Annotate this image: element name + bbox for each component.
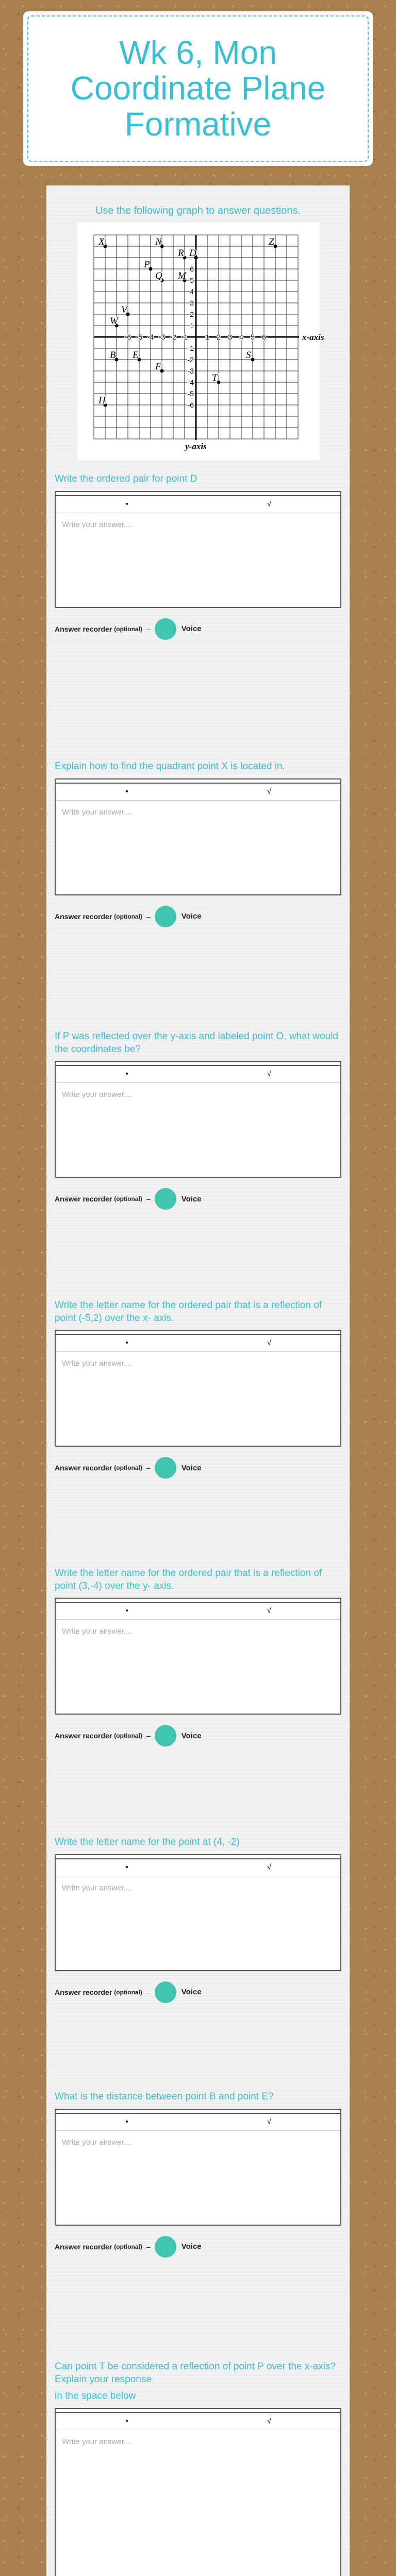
editor-toolbar bbox=[56, 2413, 340, 2430]
record-button[interactable] bbox=[155, 618, 176, 640]
question-4 bbox=[55, 1299, 341, 1479]
question-extra-text: in the space below bbox=[55, 2391, 136, 2402]
answer-recorder: Answer recorder (optional) – Voice bbox=[55, 1188, 341, 1210]
question-text: Write the letter name for the ordered pair that is a reflection of point (3,-4) over the y- axis. bbox=[55, 1568, 322, 1591]
point-label: D bbox=[189, 248, 196, 259]
y-tick-label: 4 bbox=[190, 287, 194, 296]
answer-input[interactable]: Write your answer.... bbox=[56, 513, 340, 607]
record-button[interactable] bbox=[155, 906, 176, 927]
answer-editor bbox=[55, 2408, 341, 2576]
header-border bbox=[27, 15, 369, 162]
answer-input[interactable]: Write your answer.... bbox=[56, 2430, 340, 2576]
answer-recorder: Answer recorder (optional) – Voice bbox=[55, 1725, 341, 1747]
editor-toolbar bbox=[56, 1335, 340, 1352]
answer-recorder: Answer recorder (optional) – Voice bbox=[55, 618, 341, 640]
point-label: P bbox=[144, 259, 150, 270]
point-label: X bbox=[98, 236, 105, 247]
instruction-text: Use the following graph to answer questions. bbox=[95, 205, 301, 216]
header-card bbox=[23, 11, 373, 166]
y-tick-label: -4 bbox=[187, 378, 194, 386]
point-label: H bbox=[98, 395, 106, 406]
answer-editor bbox=[55, 1854, 341, 1971]
sqrt-button[interactable]: √ bbox=[267, 1338, 272, 1348]
editor-toolbar bbox=[56, 1066, 340, 1083]
question-3 bbox=[55, 1030, 341, 1210]
y-tick-label: 3 bbox=[190, 299, 194, 307]
point-label: W bbox=[110, 316, 118, 327]
point-label: R bbox=[178, 248, 184, 259]
question-7 bbox=[55, 2091, 341, 2258]
x-tick-label: 2 bbox=[217, 333, 221, 341]
record-button[interactable] bbox=[155, 1457, 176, 1479]
point-label: Q bbox=[155, 270, 162, 281]
answer-editor bbox=[55, 1598, 341, 1715]
answer-editor bbox=[55, 778, 341, 895]
y-tick-label: -1 bbox=[187, 344, 194, 352]
y-tick-label: 6 bbox=[190, 265, 194, 273]
answer-recorder: Answer recorder (optional) – Voice bbox=[55, 1981, 341, 2003]
answer-input[interactable]: Write your answer.... bbox=[56, 1620, 340, 1714]
answer-input[interactable]: Write your answer.... bbox=[56, 1083, 340, 1177]
point-label: M bbox=[178, 270, 186, 281]
bullet-button[interactable]: • bbox=[125, 1338, 128, 1348]
y-tick-label: -3 bbox=[187, 367, 194, 375]
question-1 bbox=[55, 473, 341, 640]
editor-toolbar bbox=[56, 496, 340, 513]
bullet-button[interactable]: • bbox=[125, 1606, 128, 1616]
question-text: Write the letter name for the point at (4, -2) bbox=[55, 1837, 240, 1848]
editor-toolbar bbox=[56, 2114, 340, 2131]
y-tick-label: -5 bbox=[187, 389, 194, 398]
answer-editor bbox=[55, 491, 341, 608]
answer-input[interactable]: Write your answer.... bbox=[56, 2131, 340, 2225]
y-tick-label: -2 bbox=[187, 355, 194, 364]
page-title: Wk 6, Mon Coordinate Plane Formative bbox=[70, 34, 326, 143]
question-8 bbox=[55, 2361, 341, 2576]
bullet-button[interactable]: • bbox=[125, 787, 128, 796]
sqrt-button[interactable]: √ bbox=[267, 1862, 272, 1872]
y-tick-label: -6 bbox=[187, 401, 194, 409]
point-s bbox=[251, 358, 255, 362]
point-label: S bbox=[246, 350, 251, 361]
y-axis-label: y-axis bbox=[185, 442, 207, 451]
x-tick-label: 3 bbox=[228, 333, 232, 341]
bullet-button[interactable]: • bbox=[125, 1862, 128, 1872]
answer-input[interactable]: Write your answer.... bbox=[56, 801, 340, 894]
question-2 bbox=[55, 760, 341, 927]
x-tick-label: -1 bbox=[181, 333, 188, 341]
sqrt-button[interactable]: √ bbox=[267, 1070, 272, 1079]
question-text: Write the letter name for the ordered pair that is a reflection of point (-5,2) over the x- axis. bbox=[55, 1300, 322, 1324]
point-label: Z bbox=[269, 236, 274, 247]
answer-input[interactable]: Write your answer.... bbox=[56, 1352, 340, 1446]
x-tick-label: -4 bbox=[147, 333, 154, 341]
x-tick-label: 4 bbox=[239, 333, 243, 341]
coordinate-plane-graph bbox=[77, 223, 324, 461]
x-axis-label: x-axis bbox=[302, 332, 324, 342]
record-button[interactable] bbox=[155, 1725, 176, 1747]
sqrt-button[interactable]: √ bbox=[267, 2117, 272, 2126]
x-tick-label: -6 bbox=[124, 333, 131, 341]
sqrt-button[interactable]: √ bbox=[267, 2417, 272, 2426]
editor-toolbar bbox=[56, 784, 340, 801]
x-tick-label: -3 bbox=[158, 333, 166, 341]
record-button[interactable] bbox=[155, 1981, 176, 2003]
coordinate-plane-svg bbox=[77, 223, 324, 461]
y-tick-label: 1 bbox=[190, 321, 194, 330]
question-text: Can point T be considered a reflection of point P over the x-axis? Explain your response bbox=[55, 2361, 336, 2385]
bullet-button[interactable]: • bbox=[125, 2417, 128, 2426]
answer-editor bbox=[55, 1330, 341, 1447]
editor-toolbar bbox=[56, 1603, 340, 1620]
x-tick-label: -2 bbox=[170, 333, 177, 341]
editor-toolbar bbox=[56, 1859, 340, 1876]
point-label: N bbox=[155, 236, 162, 247]
answer-recorder: Answer recorder (optional) – Voice bbox=[55, 1457, 341, 1479]
question-text: What is the distance between point B and point E? bbox=[55, 2091, 274, 2102]
y-tick-label: 5 bbox=[190, 276, 194, 284]
answer-recorder: Answer recorder (optional) – Voice bbox=[55, 2236, 341, 2258]
bullet-button[interactable]: • bbox=[125, 499, 128, 509]
point-label: F bbox=[155, 361, 161, 372]
answer-recorder: Answer recorder (optional) – Voice bbox=[55, 906, 341, 927]
point-label: B bbox=[110, 350, 116, 361]
point-label: E bbox=[133, 350, 139, 361]
record-button[interactable] bbox=[155, 2236, 176, 2258]
x-tick-label: 1 bbox=[205, 333, 209, 341]
sqrt-button[interactable]: √ bbox=[267, 1606, 272, 1616]
sqrt-button[interactable]: √ bbox=[267, 499, 272, 509]
point-label: T bbox=[212, 372, 218, 383]
bullet-button[interactable]: • bbox=[125, 1070, 128, 1079]
question-text: If P was reflected over the y-axis and labeled point O, what would the coordinates be? bbox=[55, 1031, 338, 1055]
worksheet-content bbox=[46, 185, 350, 2576]
sqrt-button[interactable]: √ bbox=[267, 787, 272, 796]
x-tick-label: -5 bbox=[136, 333, 143, 341]
question-5 bbox=[55, 1567, 341, 1747]
question-6 bbox=[55, 1836, 341, 2003]
x-tick-label: 5 bbox=[251, 333, 255, 341]
answer-editor bbox=[55, 2109, 341, 2226]
point-label: V bbox=[121, 304, 127, 315]
answer-editor bbox=[55, 1061, 341, 1178]
question-text: Explain how to find the quadrant point X is located in. bbox=[55, 761, 285, 772]
question-text: Write the ordered pair for point D bbox=[55, 473, 197, 484]
bullet-button[interactable]: • bbox=[125, 2117, 128, 2126]
y-tick-label: 2 bbox=[190, 310, 194, 318]
x-tick-label: 6 bbox=[262, 333, 266, 341]
answer-input[interactable]: Write your answer.... bbox=[56, 1876, 340, 1970]
record-button[interactable] bbox=[155, 1188, 176, 1210]
